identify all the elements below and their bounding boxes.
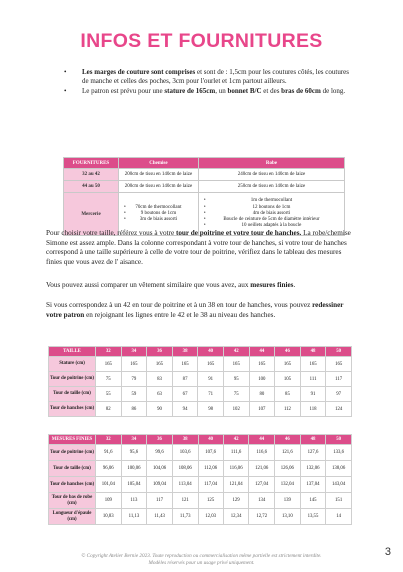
table-cell: 91 (198, 372, 224, 387)
table-cell: 63 (147, 387, 173, 402)
table-cell: 124 (326, 402, 352, 417)
page-number: 3 (384, 546, 391, 558)
table-cell: 85 (275, 387, 301, 402)
table-cell: 165 (326, 357, 352, 372)
table-cell: 116,06 (223, 461, 249, 477)
mercerie-item: • 3m de biais assorti (119, 217, 198, 223)
table-cell: 112 (275, 402, 301, 417)
table-cell: 80 (249, 387, 275, 402)
seam-allowance-bullet (62, 68, 352, 86)
row-label: Tour de poitrine (cm) (49, 372, 96, 387)
row-label: Tour de hanches (cm) (49, 402, 96, 417)
fit-text-g: de long. (320, 87, 346, 96)
table-cell: 105 (275, 372, 301, 387)
size-header: 44 (249, 347, 275, 357)
table-row (49, 493, 352, 509)
row-label: Longueur d'épaule (cm) (49, 509, 96, 525)
size-header: 36 (147, 435, 173, 445)
table-cell: 109,04 (147, 477, 173, 493)
table-cell: 112,06 (198, 461, 223, 477)
table-cell: 99,6 (147, 445, 173, 461)
table-cell: 107 (249, 402, 275, 417)
table-cell: 109 (96, 493, 122, 509)
table-row (49, 372, 352, 387)
table-cell: 165 (300, 357, 326, 372)
table-cell: 98 (198, 402, 224, 417)
table-cell: 91,6 (96, 445, 122, 461)
table-cell: 59 (121, 387, 147, 402)
table-cell: 121,6 (275, 445, 301, 461)
mercerie-label: Mercerie (64, 193, 119, 236)
row-label: Stature (cm) (49, 357, 96, 372)
size-header: 36 (147, 347, 173, 357)
chemise-header: Chemise (119, 158, 199, 169)
robe-fabric: 240cm de tissu en 140cm de laize (198, 169, 344, 181)
table-cell: 75 (96, 372, 122, 387)
table-cell: 104,06 (147, 461, 173, 477)
row-label: Tour de poitrine (cm) (49, 445, 96, 461)
table-cell: 165 (147, 357, 173, 372)
table-cell: 133,6 (326, 445, 352, 461)
table-cell: 75 (223, 387, 249, 402)
table-cell: 13,10 (275, 509, 301, 525)
pattern-fit-bullet (62, 87, 352, 96)
mercerie-item: • 10 oeillets adaptés à la boucle (199, 223, 344, 229)
table-cell: 117 (326, 372, 352, 387)
grading-paragraph (46, 301, 354, 320)
footer-line: © Copyright Atelier Bernie 2023. Toute reproduction ou commercialisation même partielle est strictement interdite. (81, 553, 322, 559)
size-header: 40 (198, 435, 223, 445)
table-row (49, 445, 352, 461)
table-cell: 71 (198, 387, 224, 402)
table-cell: 87 (172, 372, 198, 387)
table-cell: 108,06 (172, 461, 198, 477)
size-header: 34 (121, 435, 147, 445)
table-cell: 143,04 (326, 477, 352, 493)
table-cell: 97 (326, 387, 352, 402)
table-cell: 165 (172, 357, 198, 372)
table-cell: 117,04 (198, 477, 223, 493)
size-header: 50 (326, 435, 352, 445)
supplies-table (63, 157, 345, 236)
mercerie-item: • 12 boutons de 1cm (199, 205, 344, 211)
table-cell: 83 (147, 372, 173, 387)
mercerie-item: • 70cm de thermocollant (119, 205, 198, 211)
fit-text-a: Le patron est prévu pour une (82, 87, 165, 96)
para1-a: Pour choisir votre taille, référez vous à votre (46, 229, 176, 237)
size-header: 50 (326, 347, 352, 357)
size-header: 32 (96, 347, 122, 357)
table-header: MESURES FINIES (49, 435, 96, 445)
table-cell: 91 (300, 387, 326, 402)
chemise-fabric: 200cm de tissu en 140cm de laize (119, 169, 199, 181)
size-header: 38 (172, 347, 198, 357)
table-cell: 165 (121, 357, 147, 372)
table-cell: 132,06 (300, 461, 326, 477)
table-cell: 118 (300, 402, 326, 417)
size-header: 42 (223, 435, 249, 445)
table-cell: 86 (121, 402, 147, 417)
table-cell: 111 (300, 372, 326, 387)
table-cell: 134 (249, 493, 275, 509)
row-label: Tour de taille (cm) (49, 461, 96, 477)
fit-text-e: et des (261, 87, 282, 96)
table-cell: 95 (223, 372, 249, 387)
table-cell: 121,06 (249, 461, 275, 477)
para2-bold: mesures finies (250, 281, 294, 289)
size-header: 46 (275, 347, 301, 357)
size-header: 48 (300, 435, 326, 445)
table-cell: 127,6 (300, 445, 326, 461)
size-header: 44 (249, 435, 275, 445)
table-cell: 165 (249, 357, 275, 372)
size-header: 32 (96, 435, 122, 445)
size-range-label: 32 au 42 (64, 169, 119, 181)
table-cell: 82 (96, 402, 122, 417)
chemise-fabric: 200cm de tissu en 140cm de laize (119, 181, 199, 193)
size-header: 34 (121, 347, 147, 357)
para3-a: Si vous correspondez à un 42 en tour de poitrine et à un 38 en tour de hanches, vous pouvez (46, 301, 313, 309)
mercerie-item: • 9 boutons de 1cm (119, 211, 198, 217)
table-cell: 113,04 (172, 477, 198, 493)
para3-bold: redessiner votre patron (46, 301, 344, 319)
table-cell: 137,04 (300, 477, 326, 493)
table-cell: 121,04 (223, 477, 249, 493)
table-cell: 79 (121, 372, 147, 387)
table-cell: 14 (326, 509, 352, 525)
table-cell: 11,43 (147, 509, 173, 525)
para2-a: Vous pouvez aussi comparer un vêtement similaire que vous avez, aux (46, 281, 251, 289)
table-cell: 126,06 (275, 461, 301, 477)
table-row (49, 357, 352, 372)
size-range-label: 44 au 50 (64, 181, 119, 193)
row-label: Tour de bas de robe (cm) (49, 493, 96, 509)
table-cell: 105,04 (121, 477, 147, 493)
para2-c: . (293, 281, 296, 289)
table-cell: 96,06 (96, 461, 122, 477)
table-cell: 129 (223, 493, 249, 509)
table-cell: 11,73 (172, 509, 198, 525)
table-cell: 145 (300, 493, 326, 509)
table-cell: 127,04 (249, 477, 275, 493)
para3-c: en rejoignant les lignes entre le 42 et le 38 au niveau des hanches. (84, 310, 276, 319)
seam-allowance-bold: Les marges de couture sont comprises (82, 68, 196, 76)
page-title: INFOS ET FOURNITURES (80, 30, 323, 52)
info-bullets (62, 68, 352, 98)
fit-text-c: , un (215, 87, 228, 96)
table-cell: 139 (275, 493, 301, 509)
table-cell: 10,83 (96, 509, 122, 525)
compare-paragraph (46, 281, 354, 291)
size-header: 46 (275, 435, 301, 445)
table-cell: 90 (147, 402, 173, 417)
table-cell: 111,6 (223, 445, 249, 461)
table-cell: 67 (172, 387, 198, 402)
size-header: 42 (223, 347, 249, 357)
body-measurements-table (48, 346, 352, 417)
table-cell: 101,04 (96, 477, 122, 493)
table-cell: 138,06 (326, 461, 352, 477)
table-row (49, 509, 352, 525)
para1-c: La robe/chemise Simone est assez ample. Dans la colonne correspondant à votre tour de hanches, si votre tour de hanches correspond à une taille supérieure à celle de votre tour de poitrine, vérifiez dans le tableau des mesures finies que vous avez de l' aisance. (46, 229, 351, 266)
table-cell: 165 (96, 357, 122, 372)
copyright-footer (0, 553, 403, 567)
table-cell: 151 (326, 493, 352, 509)
table-cell: 165 (223, 357, 249, 372)
table-cell: 165 (198, 357, 224, 372)
table-cell: 55 (96, 387, 122, 402)
seam-allowance-text: et sont de : 1,5cm pour les coutures côtés, les coutures de manche et celles des poches, 3cm pour l'ourlet et 1cm partout ailleurs. (82, 68, 349, 86)
table-cell: 100,06 (121, 461, 147, 477)
table-row (49, 402, 352, 417)
fit-arm: bras de 60cm (281, 87, 321, 96)
table-header: TAILLE (49, 347, 96, 357)
table-row (49, 387, 352, 402)
table-cell: 94 (172, 402, 198, 417)
mercerie-item: • 1m de thermocollant (199, 198, 344, 204)
supplies-header: FOURNITURES (64, 158, 119, 169)
size-header: 40 (198, 347, 224, 357)
table-cell: 165 (275, 357, 301, 372)
table-cell: 95,6 (121, 445, 147, 461)
size-header: 38 (172, 435, 198, 445)
table-cell: 12,34 (223, 509, 249, 525)
mercerie-item: • Boucle de ceinture de 5cm de diamètre intérieur (199, 217, 344, 223)
table-cell: 117 (147, 493, 173, 509)
table-row (49, 461, 352, 477)
table-cell: 121 (172, 493, 198, 509)
table-row (49, 477, 352, 493)
table-cell: 12,72 (249, 509, 275, 525)
fit-cup: bonnet B/C (227, 87, 262, 96)
robe-fabric: 250cm de tissu en 140cm de laize (198, 181, 344, 193)
table-cell: 116,6 (249, 445, 275, 461)
table-cell: 13,55 (300, 509, 326, 525)
table-cell: 12,03 (198, 509, 223, 525)
finished-measurements-table (48, 434, 352, 525)
mercerie-item: • 4m de biais assorti (199, 211, 344, 217)
size-guide-paragraph (46, 229, 354, 267)
table-cell: 113 (121, 493, 147, 509)
row-label: Tour de hanches (cm) (49, 477, 96, 493)
para1-bold: tour de poitrine et votre tour de hanches. (175, 229, 302, 237)
table-cell: 11,13 (121, 509, 147, 525)
table-cell: 100 (249, 372, 275, 387)
footer-line: Modèles réservés pour un usage privé uniquement. (148, 559, 255, 566)
table-cell: 132,04 (275, 477, 301, 493)
row-label: Tour de taille (cm) (49, 387, 96, 402)
table-cell: 102 (223, 402, 249, 417)
table-cell: 103,6 (172, 445, 198, 461)
size-header: 48 (300, 347, 326, 357)
fit-stature: stature de 165cm (164, 87, 216, 96)
robe-header: Robe (198, 158, 344, 169)
table-cell: 125 (198, 493, 223, 509)
table-cell: 107,6 (198, 445, 223, 461)
